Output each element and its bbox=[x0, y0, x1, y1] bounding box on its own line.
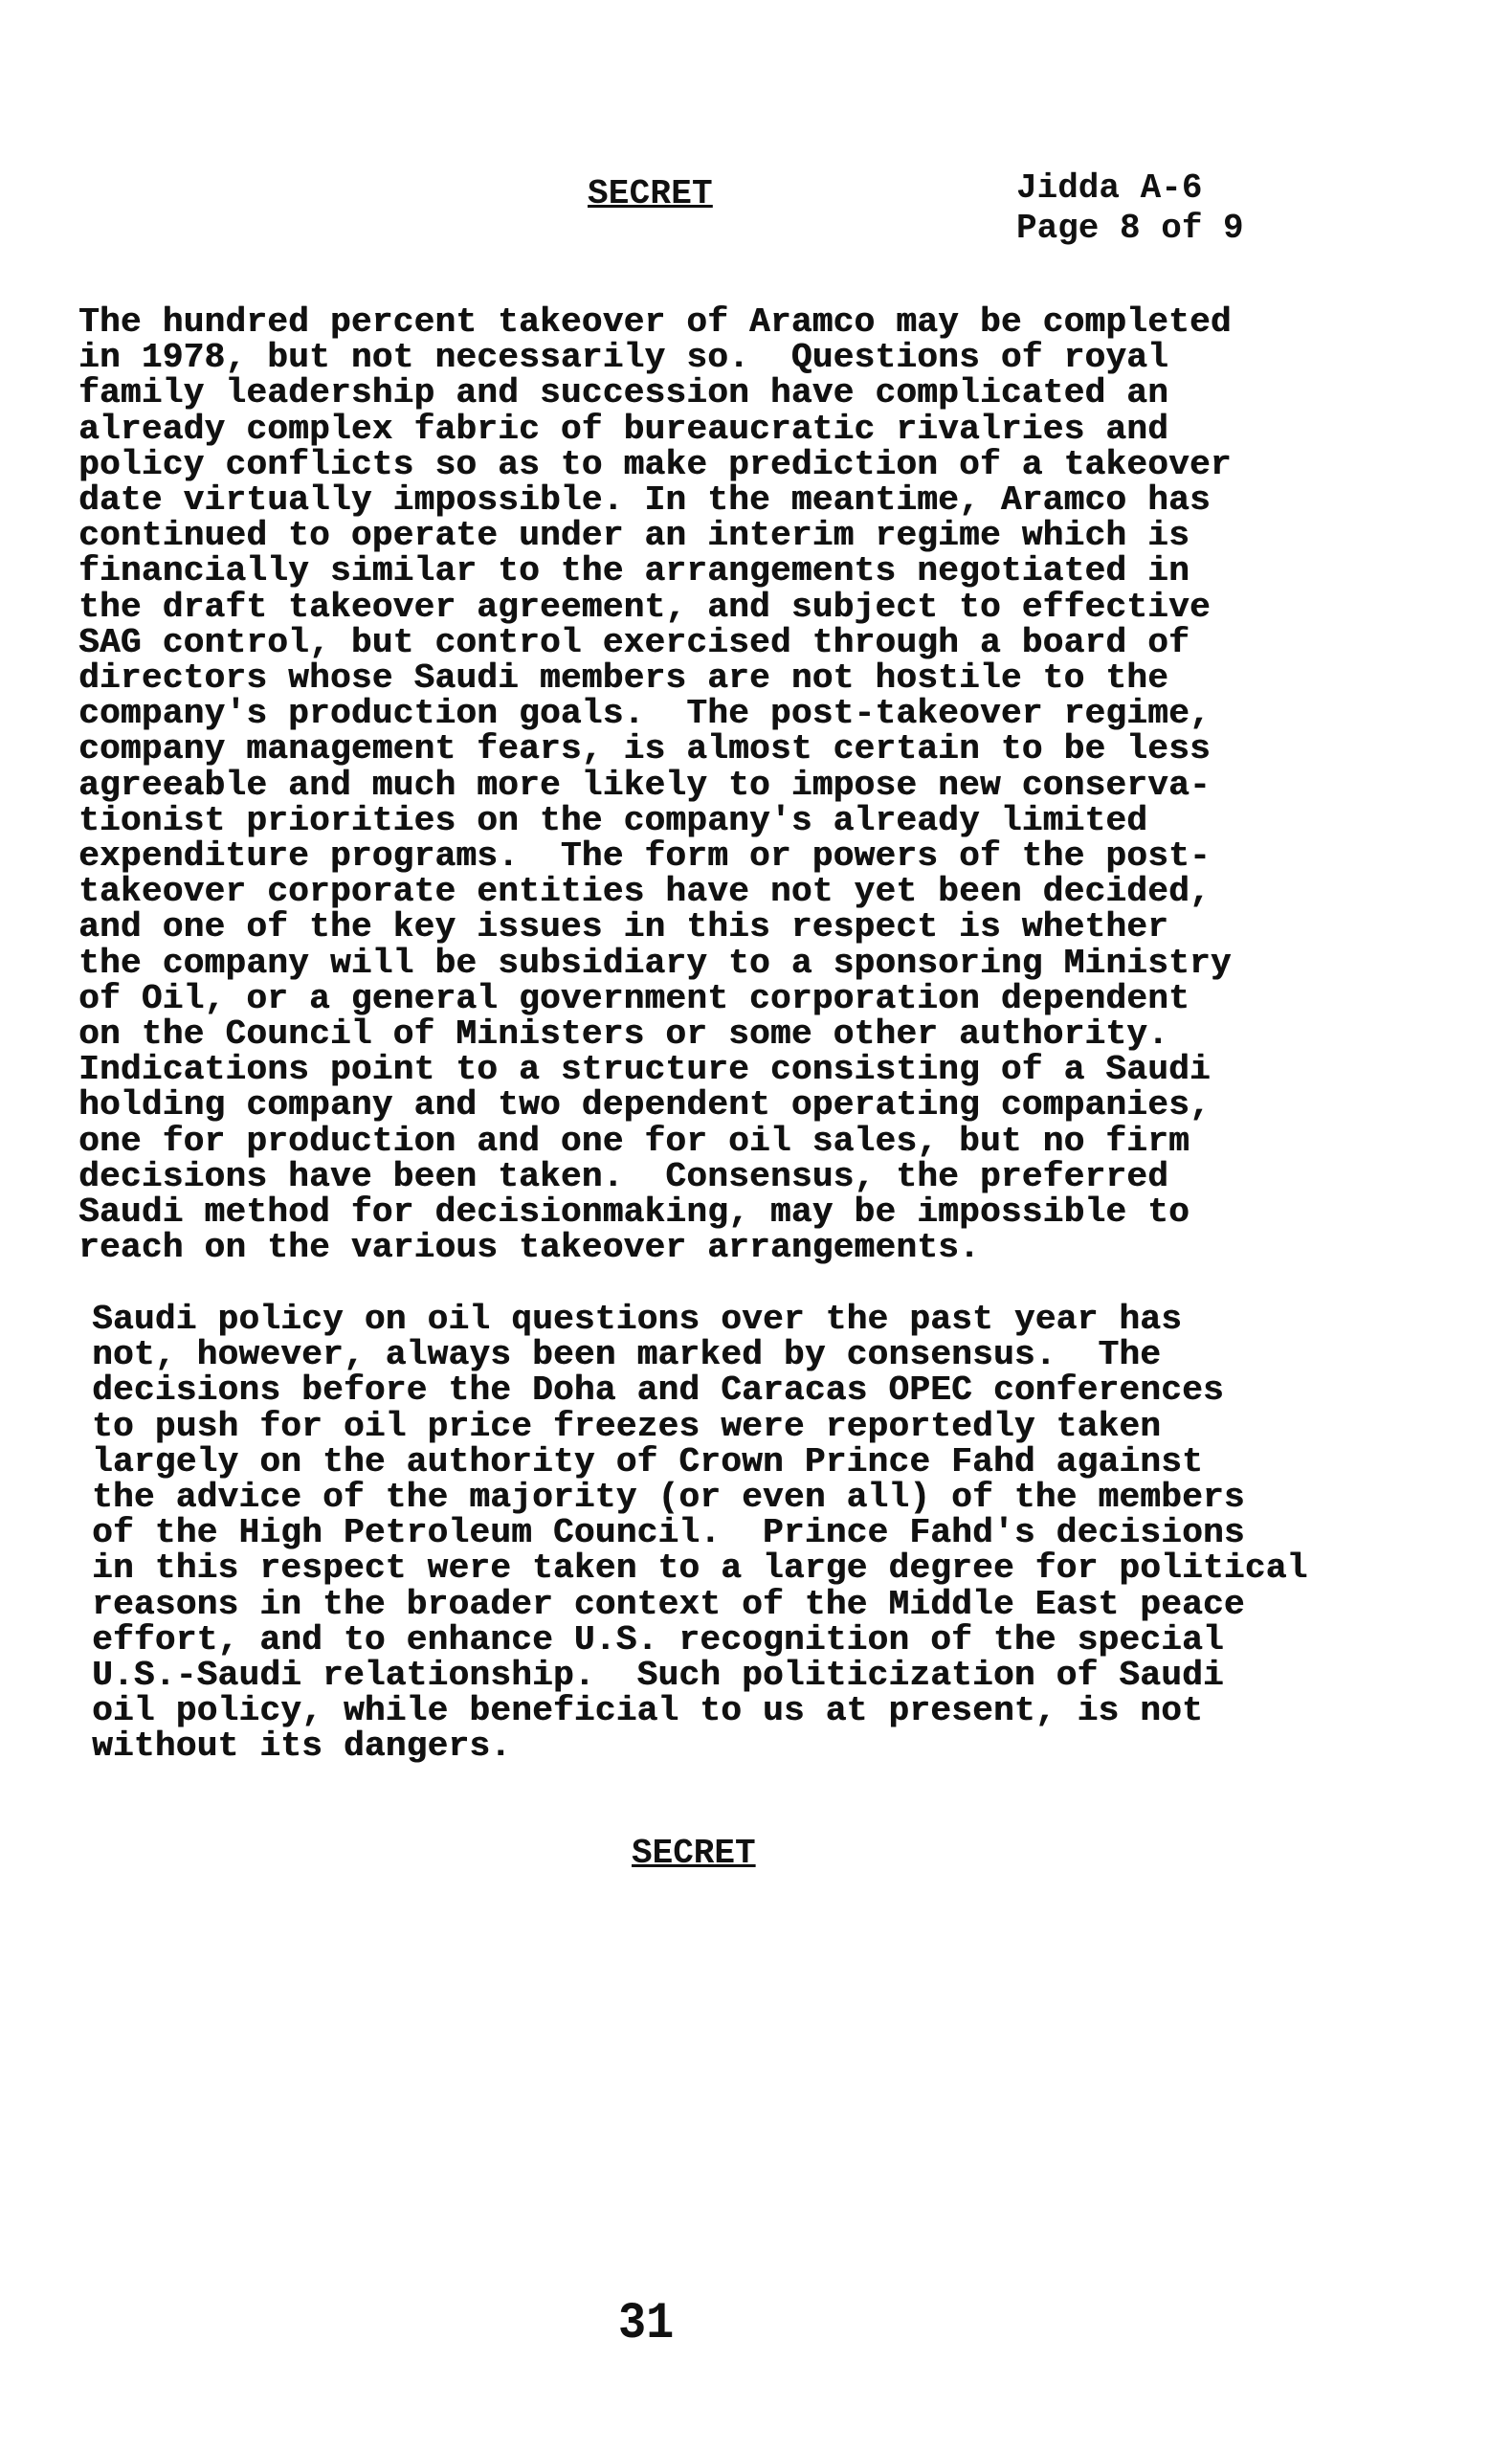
paragraph-saudi-policy: Saudi policy on oil questions over the past year has not, however, always been marked by consensus. The decisions before the Doha and Caracas OPEC conferences to push for oil price freezes were reportedly taken largely on the authority of Crown Prince Fahd against the advice of the majority (or even all) of the members of the High Petroleum Council. Prince Fahd's decisions in this respect were taken to a large degree for political reasons in the broader context of the Middle East peace effort, and to enhance U.S. recognition of the special U.S.-Saudi relationship. Such politicization of Saudi oil policy, while beneficial to us at present, is not without its dangers. bbox=[92, 1300, 1308, 1767]
page-number: 31 bbox=[618, 2295, 675, 2353]
office-reference: Jidda A-6 bbox=[1016, 168, 1203, 208]
reference-block bbox=[1016, 168, 1244, 249]
paragraph-aramco-takeover: The hundred percent takeover of Aramco may be completed in 1978, but not necessarily so. Questions of royal family leadership and succession have complicated an already complex fabric of bureaucratic rivalries and policy conflicts so as to make prediction of a takeover date virtually impossible. In the meantime, Aramco has continued to operate under an interim regime which is financially similar to the arrangements negotiated in the draft takeover agreement, and subject to effective SAG control, but control exercised through a board of directors whose Saudi members are not hostile to the company's production goals. The post-takeover regime, company management fears, is almost certain to be less agreeable and much more likely to impose new conserva- tionist priorities on the company's already limited expenditure programs. The form or powers of the post- takeover corporate entities have not yet been decided, and one of the key issues in this respect is whether the company will be subsidiary to a sponsoring Ministry of Oil, or a general government corporation dependent on the Council of Ministers or some other authority. Indications point to a structure consisting of a Saudi holding company and two dependent operating companies, one for production and one for oil sales, but no firm decisions have been taken. Consensus, the preferred Saudi method for decisionmaking, may be impossible to reach on the various takeover arrangements. bbox=[78, 302, 1232, 1268]
bottom-classification-marking: SECRET bbox=[632, 1834, 756, 1873]
page-reference: Page 8 of 9 bbox=[1016, 209, 1244, 248]
top-classification-marking: SECRET bbox=[588, 174, 713, 213]
